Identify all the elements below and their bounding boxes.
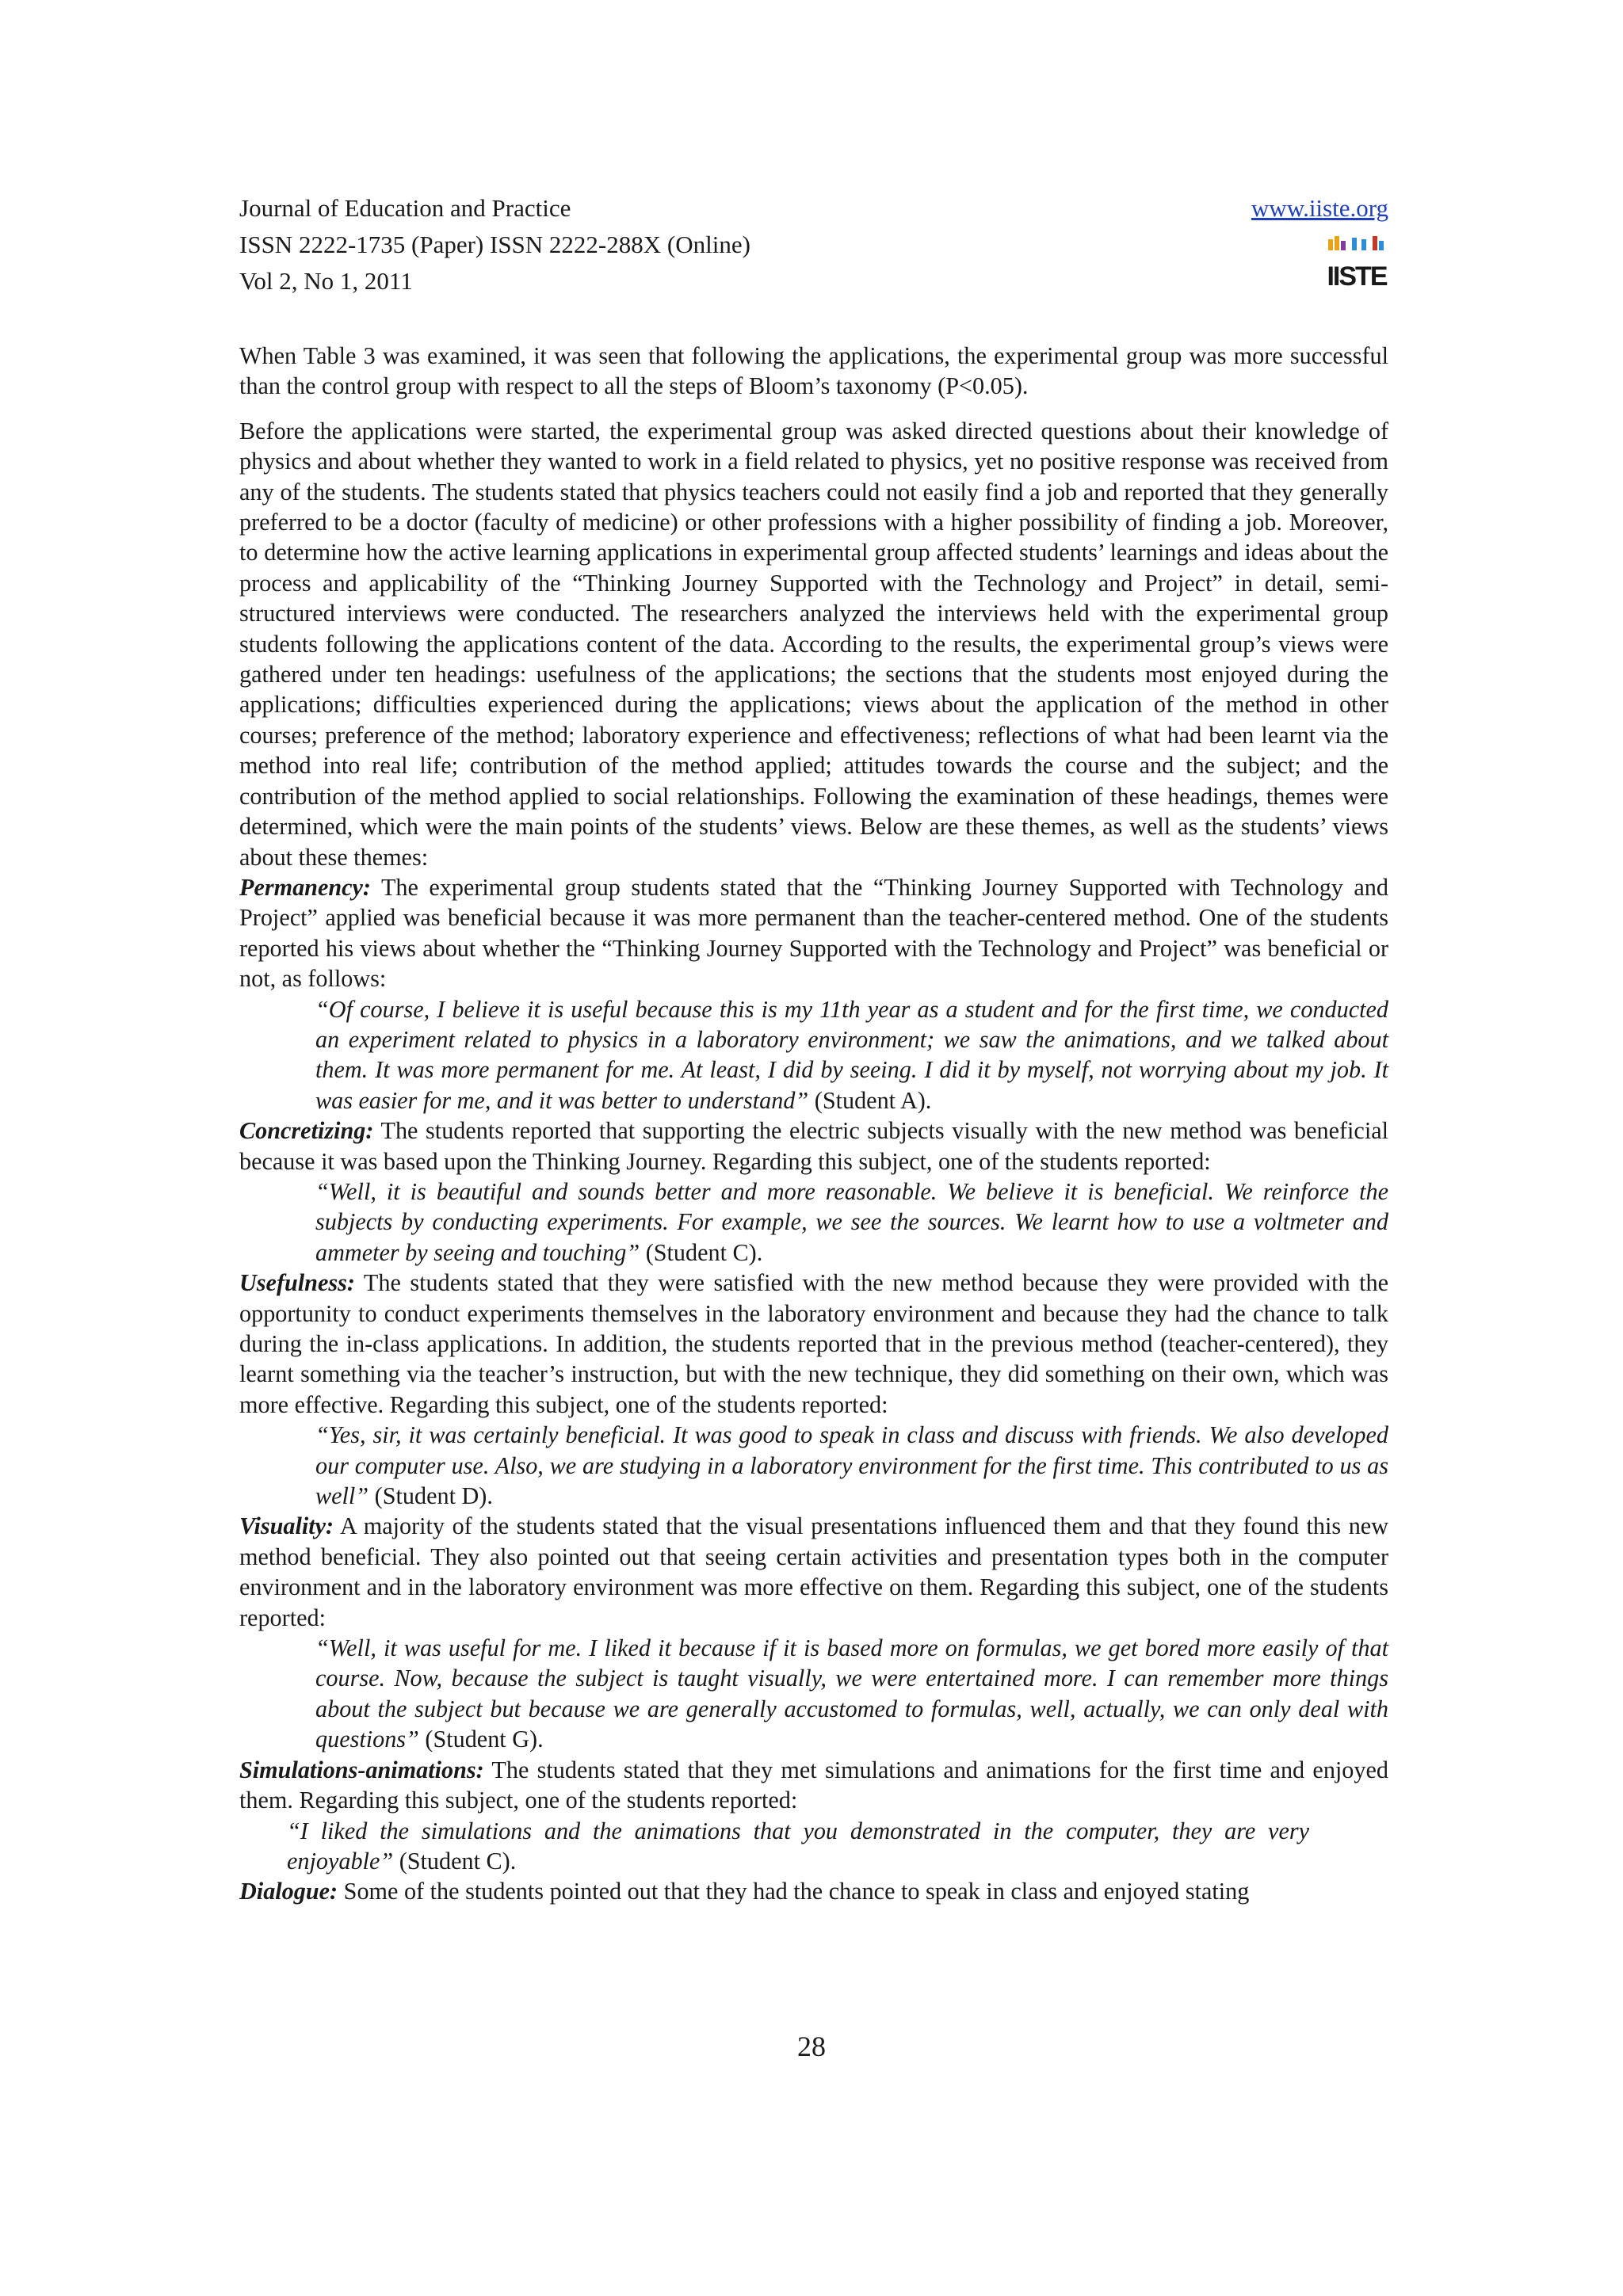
- theme-text: The students reported that supporting the electric subjects visually with the new method was beneficial because it was based upon the Thinking Journey. Regarding this subject, one of the students reported:: [239, 1117, 1388, 1175]
- quote-source: (Student C).: [640, 1238, 763, 1266]
- theme-label: Permanency:: [239, 873, 371, 901]
- theme-label: Concretizing:: [239, 1117, 374, 1145]
- svg-text:IISTE: IISTE: [1327, 261, 1387, 292]
- quote-text: “I liked the simulations and the animations that you demonstrated in the computer, they are very enjoyable”: [287, 1817, 1309, 1875]
- student-quote: [239, 1420, 1388, 1511]
- theme-text: The students stated that they were satisfied with the new method because they were provided with the opportunity to conduct experiments themselves in the laboratory environment and because they had the chance to talk during the in-class applications. In addition, the students reported that in the previous method (teacher-centered), they learnt something via the teacher’s instruction, but with the new technique, they did something on their own, which was more effective. Regarding this subject, one of the students reported:: [239, 1269, 1388, 1418]
- journal-url-link[interactable]: www.iiste.org: [1251, 194, 1388, 222]
- theme-usefulness: [239, 1268, 1388, 1420]
- quote-source: (Student C).: [393, 1847, 517, 1875]
- quote-text: “Well, it was useful for me. I liked it because if it is based more on formulas, we get bored more easily of that course. Now, because the subject is taught visually, we were entertained more. I can remember more things about the subject but because we are generally accustomed to formulas, well, actually, we can only deal with questions”: [315, 1634, 1388, 1753]
- theme-label: Visuality:: [239, 1512, 334, 1540]
- theme-concretizing: [239, 1116, 1388, 1177]
- quote-text: “Of course, I believe it is useful because this is my 11th year as a student and for the first time, we conducted an experiment related to physics in a laboratory environment; we saw the animations, and we talked about them. It was more permanent for me. At least, I did by seeing. I did it by myself, not worrying about my job. It was easier for me, and it was better to understand”: [315, 995, 1388, 1114]
- page: [239, 190, 1388, 1907]
- quote-source: (Student D).: [369, 1482, 493, 1510]
- iiste-logo: [1325, 235, 1388, 298]
- theme-label: Usefulness:: [239, 1269, 355, 1297]
- journal-title: Journal of Education and Practice: [239, 194, 571, 222]
- theme-text: The experimental group students stated that the “Thinking Journey Supported with Technology and Project” applied was beneficial because it was more permanent than the teacher-centered method. One of the students reported his views about whether the “Thinking Journey Supported with the Technology and Project” was beneficial or not, as follows:: [239, 873, 1388, 993]
- student-quote: [239, 994, 1388, 1116]
- article-body: [239, 341, 1388, 1907]
- student-quote: [239, 1633, 1388, 1755]
- theme-text: Some of the students pointed out that they had the chance to speak in class and enjoyed stating: [338, 1878, 1250, 1905]
- theme-permanency: [239, 872, 1388, 994]
- student-quote: [239, 1816, 1388, 1877]
- quote-source: (Student A).: [808, 1086, 932, 1114]
- theme-dialogue: [239, 1876, 1388, 1906]
- page-number: 28: [797, 2031, 826, 2062]
- quote-text: “Yes, sir, it was certainly beneficial. It was good to speak in class and discuss with friends. We also developed our computer use. Also, we are studying in a laboratory environment for the first time. This contributed to us as well”: [315, 1421, 1388, 1510]
- paragraph-table3: When Table 3 was examined, it was seen that following the applications, the experimental group was more successful than the control group with respect to all the steps of Bloom’s taxonomy (P<0.05).: [239, 342, 1388, 400]
- theme-visuality: [239, 1511, 1388, 1633]
- quote-source: (Student G).: [418, 1726, 544, 1753]
- theme-label: Simulations-animations:: [239, 1756, 484, 1783]
- journal-header: [239, 190, 1388, 309]
- paragraph-interviews: Before the applications were started, the experimental group was asked directed questions about their knowledge of physics and about whether they wanted to work in a field related to physics, yet no positive response was received from any of the students. The students stated that physics teachers could not easily find a job and reported that they generally preferred to be a doctor (faculty of medicine) or other professions with a higher possibility of finding a job. Moreover, to determine how the active learning applications in experimental group affected students’ learnings and ideas about the process and applicability of the “Thinking Journey Supported with the Technology and Project” in detail, semi-structured interviews were conducted. The researchers analyzed the interviews held with the experimental group students following the applications content of the data. According to the results, the experimental group’s views were gathered under ten headings: usefulness of the applications; the sections that the students most enjoyed during the applications; difficulties experienced during the applications; views about the application of the method in other courses; preference of the method; laboratory experience and effectiveness; reflections of what had been learnt via the method into real life; contribution of the method applied; attitudes towards the course and the subject; and the contribution of the method applied to social relationships. Following the examination of these headings, themes were determined, which were the main points of the students’ views. Below are these themes, as well as the students’ views about these themes:: [239, 417, 1388, 871]
- theme-label: Dialogue:: [239, 1878, 338, 1905]
- quote-text: “Well, it is beautiful and sounds better and more reasonable. We believe it is beneficial. We reinforce the subjects by conducting experiments. For example, we see the sources. We learnt how to use a voltmeter and ammeter by seeing and touching”: [315, 1177, 1388, 1266]
- student-quote: [239, 1177, 1388, 1268]
- theme-text: The students stated that they met simulations and animations for the first time and enjoyed them. Regarding this subject, one of the students reported:: [239, 1756, 1388, 1814]
- journal-volume: Vol 2, No 1, 2011: [239, 267, 413, 295]
- journal-issn: ISSN 2222-1735 (Paper) ISSN 2222-288X (Online): [239, 231, 750, 258]
- theme-text: A majority of the students stated that the visual presentations influenced them and that they found this new method beneficial. They also pointed out that seeing certain activities and presentation types both in the computer environment and in the laboratory environment was more effective on them. Regarding this subject, one of the students reported:: [239, 1512, 1388, 1631]
- theme-simulations-animations: [239, 1755, 1388, 1816]
